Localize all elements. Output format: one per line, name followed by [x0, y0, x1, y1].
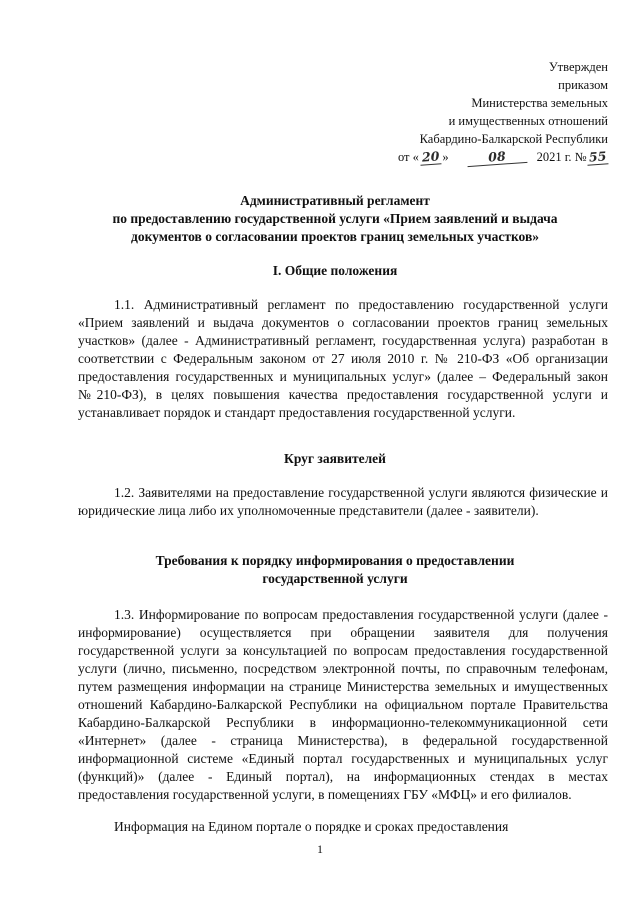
- page-number: 1: [317, 842, 323, 856]
- paragraph-last: Информация на Едином портале о порядке и сроках предоставления: [114, 819, 509, 834]
- approval-line: приказом: [558, 78, 608, 92]
- paragraph-1-1: 1.1. Административный регламент по предоставлению государственной услуги «Прием заявлений и выдача документов о согласовании проектов границ земельных участков» (далее - Административный регламент, государственная услуга) разработан в соответствии с Федеральным законом от 27 июля 2010 г. № 210-ФЗ «Об организации предоставления государственных и муниципальных услуг» (далее – Федеральный закон №210-ФЗ), в целях повышения качества предоставления государственной услуги и устанавливает порядок и стандарт предоставления государственной услуги.: [78, 297, 608, 420]
- heading-line: Требования к порядку информирования о предоставлении: [155, 553, 515, 568]
- paragraph-1-3: 1.3. Информирование по вопросам предоставления государственной услуги (далее - информирование) осуществляется при обращении заявителя для получения государственной услуги за консультацией по вопросам предоставления государственной услуги (лично, письменно, посредством электронной почты, по справочным телефонам, путем размещения информации на странице Министерства земельных и имущественных отношений Кабардино-Балкарской Республики на официальном портале Правительства Кабардино-Балкарской Республики в информационно-телекоммуникационной сети «Интернет» (далее - страница Министерства), в федеральной государственной информационной системе «Единый портал государственных и муниципальных услуг (функций)» (далее - Единый портал), на информационных стендах в местах предоставления государственной услуги, в помещениях ГБУ «МФЦ» и его филиалов.: [78, 607, 608, 802]
- title-line: Административный регламент: [240, 193, 430, 208]
- handwritten-month: 08: [466, 148, 527, 167]
- approval-date-line: [398, 148, 608, 166]
- date-prefix: от «: [397, 150, 419, 164]
- section-heading-applicants: Круг заявителей: [284, 451, 386, 466]
- section-heading-general: I. Общие положения: [272, 263, 398, 278]
- title-line: документов о согласовании проектов границ земельных участков»: [130, 229, 540, 244]
- approval-line: и имущественных отношений: [448, 114, 608, 128]
- approval-line: Кабардино-Балкарской Республики: [419, 132, 608, 146]
- section-heading-information: [60, 552, 610, 588]
- handwritten-day: 20: [419, 149, 441, 165]
- approval-line: Министерства земельных: [471, 96, 608, 110]
- document-title: [60, 192, 610, 246]
- date-quote-close: »: [442, 150, 449, 164]
- heading-line: государственной услуги: [262, 571, 408, 586]
- approval-stamp-block: [398, 58, 608, 166]
- paragraph-1-2: 1.2. Заявителями на предоставление государственной услуги являются физические и юридические лица либо их уполномоченные представители (далее - заявители).: [78, 485, 608, 518]
- title-line: по предоставлению государственной услуги «Прием заявлений и выдача: [112, 211, 558, 226]
- handwritten-order-number: 55: [586, 149, 608, 165]
- date-year: 2021 г. №: [536, 150, 587, 164]
- approval-line: Утвержден: [548, 60, 608, 74]
